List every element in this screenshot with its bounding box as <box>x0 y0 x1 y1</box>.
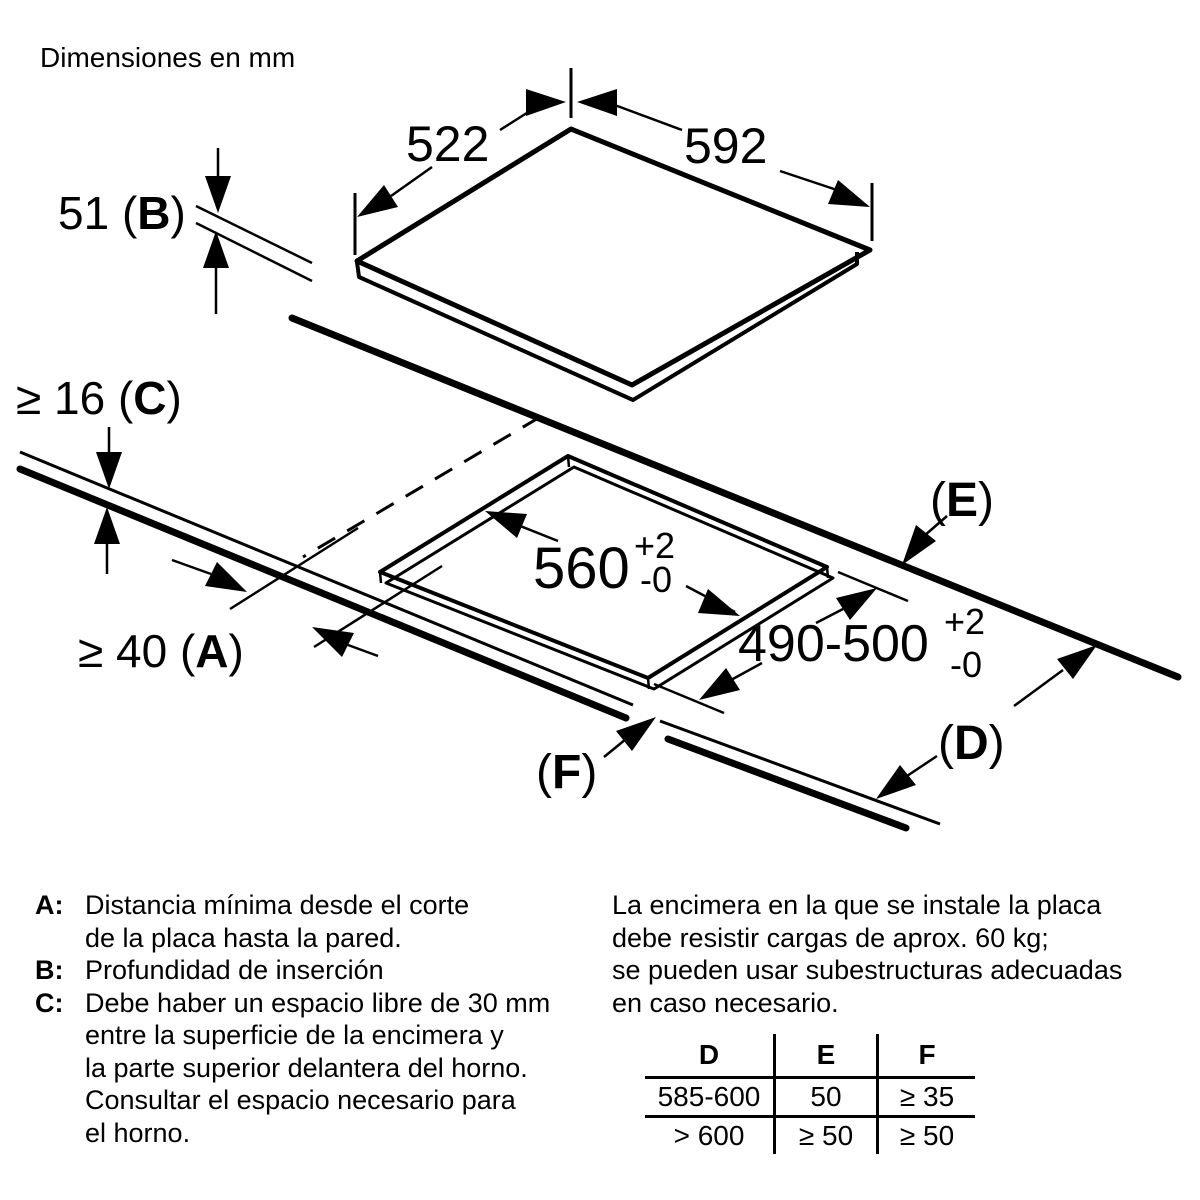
dim-51b-pre: 51 ( <box>58 187 138 239</box>
label-e-post: ) <box>978 474 994 527</box>
arrowhead-a-right <box>205 562 247 592</box>
dim-c-post: ) <box>166 372 182 424</box>
note-c-line: la parte superior delantera del horno. <box>85 1052 528 1083</box>
table-cell-d2: > 600 <box>645 1117 775 1155</box>
note-c-line: Consultar el espacio necesario para <box>85 1085 516 1115</box>
arrowhead-522-top <box>526 89 566 116</box>
note-c-line: el horno. <box>85 1117 191 1148</box>
dim-c-pre: ≥ 16 ( <box>16 372 134 424</box>
dim-560-tol-minus: -0 <box>640 559 673 600</box>
note-a <box>35 889 610 954</box>
dim-490-tol-plus: +2 <box>944 601 986 642</box>
note-b-line: Profundidad de inserción <box>85 955 384 985</box>
cutout-corner-tick-bottom <box>648 678 649 689</box>
note-a-label: A: <box>35 890 64 920</box>
worktop-load-note-line: en caso necesario. <box>612 987 839 1018</box>
table-header-d: D <box>645 1034 775 1078</box>
label-d-post: ) <box>988 717 1005 770</box>
dim-a-pre: ≥ 40 ( <box>78 625 196 677</box>
note-c <box>35 987 610 1150</box>
label-f-key: F <box>551 746 582 799</box>
leader-592-top <box>612 104 682 130</box>
cutout-corner-tick-right <box>827 567 828 578</box>
note-c-line: Debe haber un espacio libre de 30 mm <box>85 987 551 1018</box>
note-b-text <box>85 954 610 987</box>
dim-a-post: ) <box>228 625 244 677</box>
label-f-post: ) <box>581 746 598 799</box>
arrowhead-522-left <box>357 185 398 217</box>
def-spec-table <box>645 1034 975 1154</box>
worktop-load-note <box>612 889 1192 1019</box>
legend-notes <box>35 889 610 1149</box>
label-e-key: E <box>945 474 978 527</box>
dim-a-key: A <box>195 625 229 677</box>
note-b-label: B: <box>35 955 64 985</box>
worktop-load-note-line: debe resistir cargas de aprox. 60 kg; <box>612 922 1049 953</box>
leader-f <box>604 739 626 757</box>
note-b <box>35 954 610 987</box>
dim-51b-key: B <box>137 187 171 239</box>
note-a-line: Distancia mínima desde el corte <box>85 890 470 920</box>
dim-490-text: 490-500 <box>738 615 929 673</box>
worktop-load-note-line: se pueden usar subestructuras adecuadas <box>612 955 1123 985</box>
cutout-corner-tick-left <box>380 572 381 583</box>
dim-51b-text <box>58 187 186 239</box>
dim-522-text: 522 <box>406 116 490 172</box>
arrowhead-c-up <box>94 507 120 544</box>
clearance-dimension <box>16 372 182 574</box>
countertop-front-bottom-edge-right <box>668 739 906 828</box>
cutout-corner-tick-top <box>568 456 569 467</box>
table-header-e: E <box>775 1034 878 1078</box>
leader-d-upper <box>1014 670 1063 706</box>
arrowhead-d-upper <box>1057 645 1097 679</box>
dim-a-text <box>78 625 244 677</box>
table-cell-f1: ≥ 35 <box>878 1078 976 1117</box>
arrowhead-592-right <box>828 180 870 207</box>
arrowhead-d-lower <box>876 765 916 799</box>
table-row <box>645 1078 975 1117</box>
page-title: Dimensiones en mm <box>40 42 296 73</box>
label-d-text <box>938 717 1005 770</box>
label-e-text <box>930 474 994 527</box>
dim-c-text <box>16 372 182 424</box>
note-a-text <box>85 889 610 954</box>
note-a-line: de la placa hasta la pared. <box>85 922 402 953</box>
table-header-f: F <box>878 1034 976 1078</box>
dim-c-key: C <box>133 372 167 424</box>
table-cell-d1: 585-600 <box>645 1078 775 1117</box>
table-header-row <box>645 1034 975 1078</box>
label-d-pre: ( <box>938 717 954 770</box>
table-cell-f2: ≥ 50 <box>899 1120 955 1151</box>
dim-490-tol-minus: -0 <box>950 644 983 685</box>
label-f-pre: ( <box>536 746 552 799</box>
table-row <box>645 1117 975 1155</box>
leader-a-1 <box>172 560 211 574</box>
arrowhead-51b-down <box>205 176 231 213</box>
insertion-depth-dimension <box>58 148 312 314</box>
dim-592-text: 592 <box>684 118 768 174</box>
arrowhead-490-lower <box>699 668 740 700</box>
table-cell-e1: 50 <box>775 1078 878 1117</box>
label-d-key: D <box>953 717 989 770</box>
dim-560-tol-plus: +2 <box>634 525 676 566</box>
label-e-pre: ( <box>930 474 946 527</box>
dim-560-text: 560 <box>533 536 630 601</box>
arrowhead-a-left <box>312 627 354 657</box>
arrowhead-f <box>616 717 656 751</box>
leader-d-lower <box>907 756 937 776</box>
note-c-text <box>85 987 610 1150</box>
leader-a-2 <box>348 645 378 656</box>
worktop-load-note-line: La encimera en la que se instale la placa <box>612 890 1102 920</box>
dim-51b-post: ) <box>170 187 186 239</box>
arrowhead-592-top <box>577 89 617 116</box>
note-c-label: C: <box>35 987 64 1018</box>
note-c-line: entre la superficie de la encimera y <box>85 1020 504 1050</box>
table-cell-e2: ≥ 50 <box>775 1117 878 1155</box>
label-f-text <box>536 746 597 799</box>
